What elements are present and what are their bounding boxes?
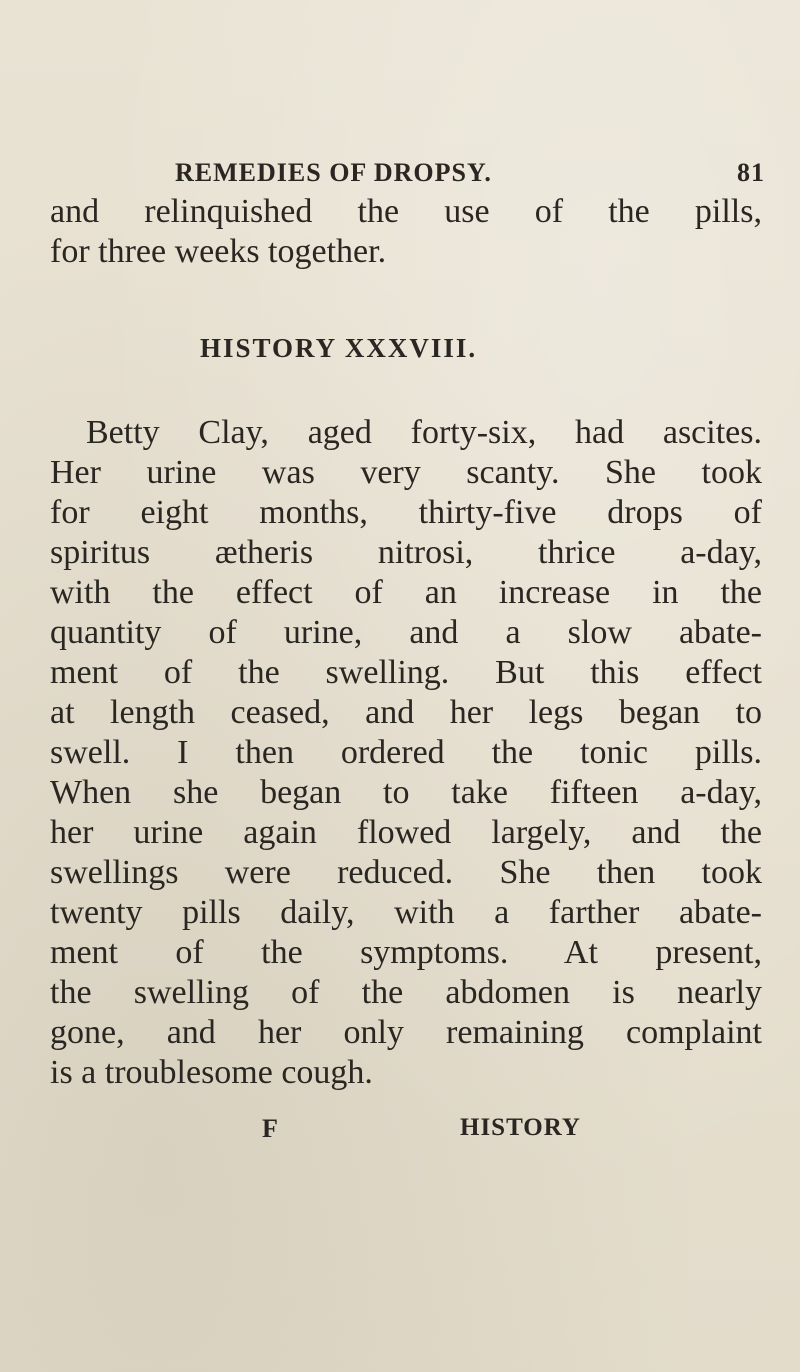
text-line: twenty pills daily, with a farther abate- [50, 894, 762, 931]
text-line: with the effect of an increase in the [50, 574, 762, 611]
text-line: for three weeks together. [50, 233, 387, 270]
text-line: ment of the swelling. But this effect [50, 654, 762, 691]
text-line: and relinquished the use of the pills, [50, 193, 762, 230]
text-line: swellings were reduced. She then took [50, 854, 762, 891]
text-line: is a troublesome cough. [50, 1054, 373, 1091]
text-line: ment of the symptoms. At present, [50, 934, 762, 971]
text-line: swell. I then ordered the tonic pills. [50, 734, 762, 771]
running-title: REMEDIES OF DROPSY. [175, 158, 492, 187]
signature-mark: F [262, 1114, 278, 1143]
page-number: 81 [737, 158, 765, 187]
text-line: for eight months, thirty-five drops of [50, 494, 762, 531]
intro-paragraph [50, 192, 762, 272]
text-line: quantity of urine, and a slow abate- [50, 614, 762, 651]
text-line: When she began to take fifteen a-day, [50, 774, 762, 811]
main-paragraph [50, 413, 762, 1093]
text-line: gone, and her only remaining complaint [50, 1014, 762, 1051]
text-line: Her urine was very scanty. She took [50, 454, 762, 491]
text-line: her urine again flowed largely, and the [50, 814, 762, 851]
text-line: at length ceased, and her legs began to [50, 694, 762, 731]
text-line: the swelling of the abdomen is nearly [50, 974, 762, 1011]
text-line: spiritus ætheris nitrosi, thrice a-day, [50, 534, 762, 571]
catchword: HISTORY [460, 1114, 581, 1141]
text-line: Betty Clay, aged forty-six, had ascites. [86, 414, 762, 451]
section-heading: HISTORY XXXVIII. [200, 333, 478, 363]
